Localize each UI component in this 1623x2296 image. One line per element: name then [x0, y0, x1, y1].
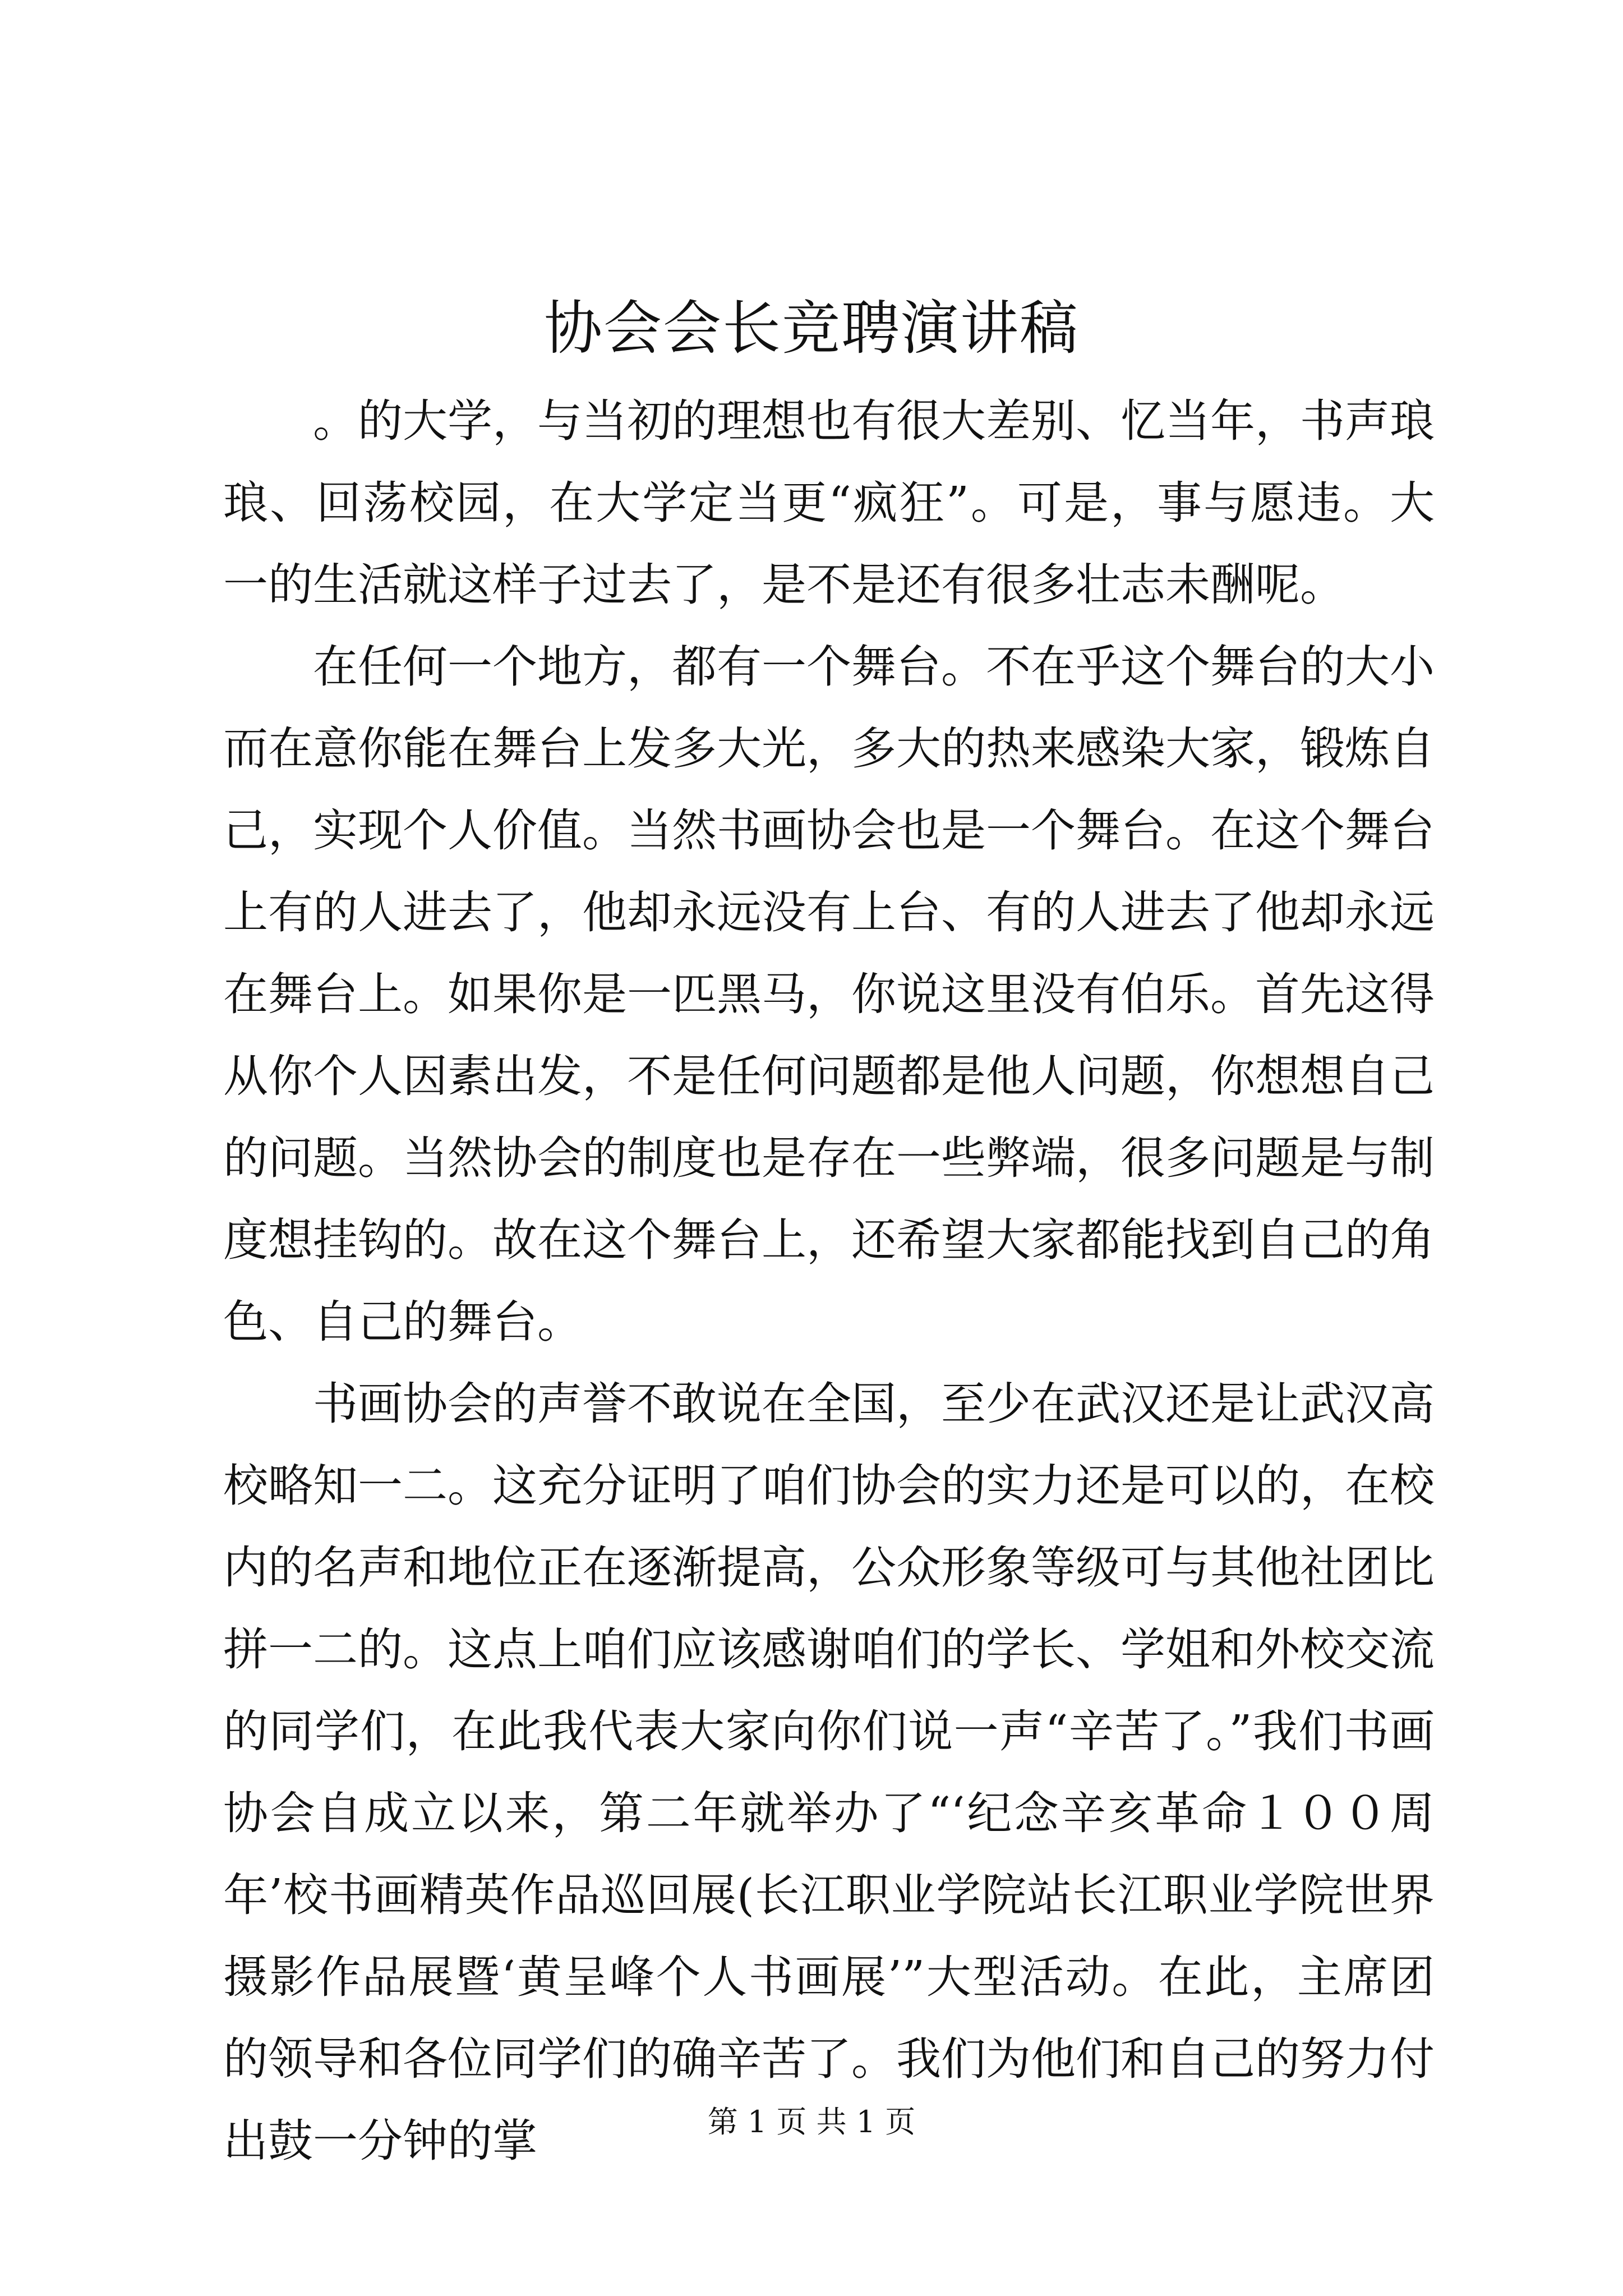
page-footer: 第 1 页 共 1 页 [707, 2104, 916, 2139]
paragraph-2: 在任何一个地方，都有一个舞台。不在乎这个舞台的大小而在意你能在舞台上发多大光，多大的热来感染大家，锻炼自己，实现个人价值。当然书画协会也是一个舞台。在这个舞台上有的人进去了，他却永远没有上台、有的人进去了他却永远在舞台上。如果你是一匹黑马，你说这里没有伯乐。首先这得从你个人因素出发，不是任何问题都是他人问题，你想想自己的问题。当然协会的制度也是存在一些弊端，很多问题是与制度想挂钩的。故在这个舞台上，还希望大家都能找到自己的角色、自己的舞台。 [223, 641, 1435, 1348]
paragraph-1: 。的大学，与当初的理想也有很大差别、忆当年，书声琅琅、回荡校园，在大学定当更“疯狂”。可是，事与愿违。大一的生活就这样子过去了，是不是还有很多壮志未酬呢。 [223, 395, 1435, 611]
document-title: 协会会长竞聘演讲稿 [543, 294, 1079, 362]
document-body [223, 380, 1435, 2182]
paragraph-3: 书画协会的声誉不敢说在全国，至少在武汉还是让武汉高校略知一二。这充分证明了咱们协会的实力还是可以的，在校内的名声和地位正在逐渐提高，公众形象等级可与其他社团比拼一二的。这点上咱们应该感谢咱们的学长、学姐和外校交流的同学们，在此我代表大家向你们说一声“辛苦了。”我们书画协会自成立以来，第二年就举办了“‘纪念辛亥革命１００周年’校书画精英作品巡回展(长江职业学院站长江职业学院世界摄影作品展暨‘黄呈峰个人书画展’”大型活动。在此，主席团的领导和各位同学们的确辛苦了。我们为他们和自己的努力付出鼓一分钟的掌 [223, 1378, 1435, 2167]
